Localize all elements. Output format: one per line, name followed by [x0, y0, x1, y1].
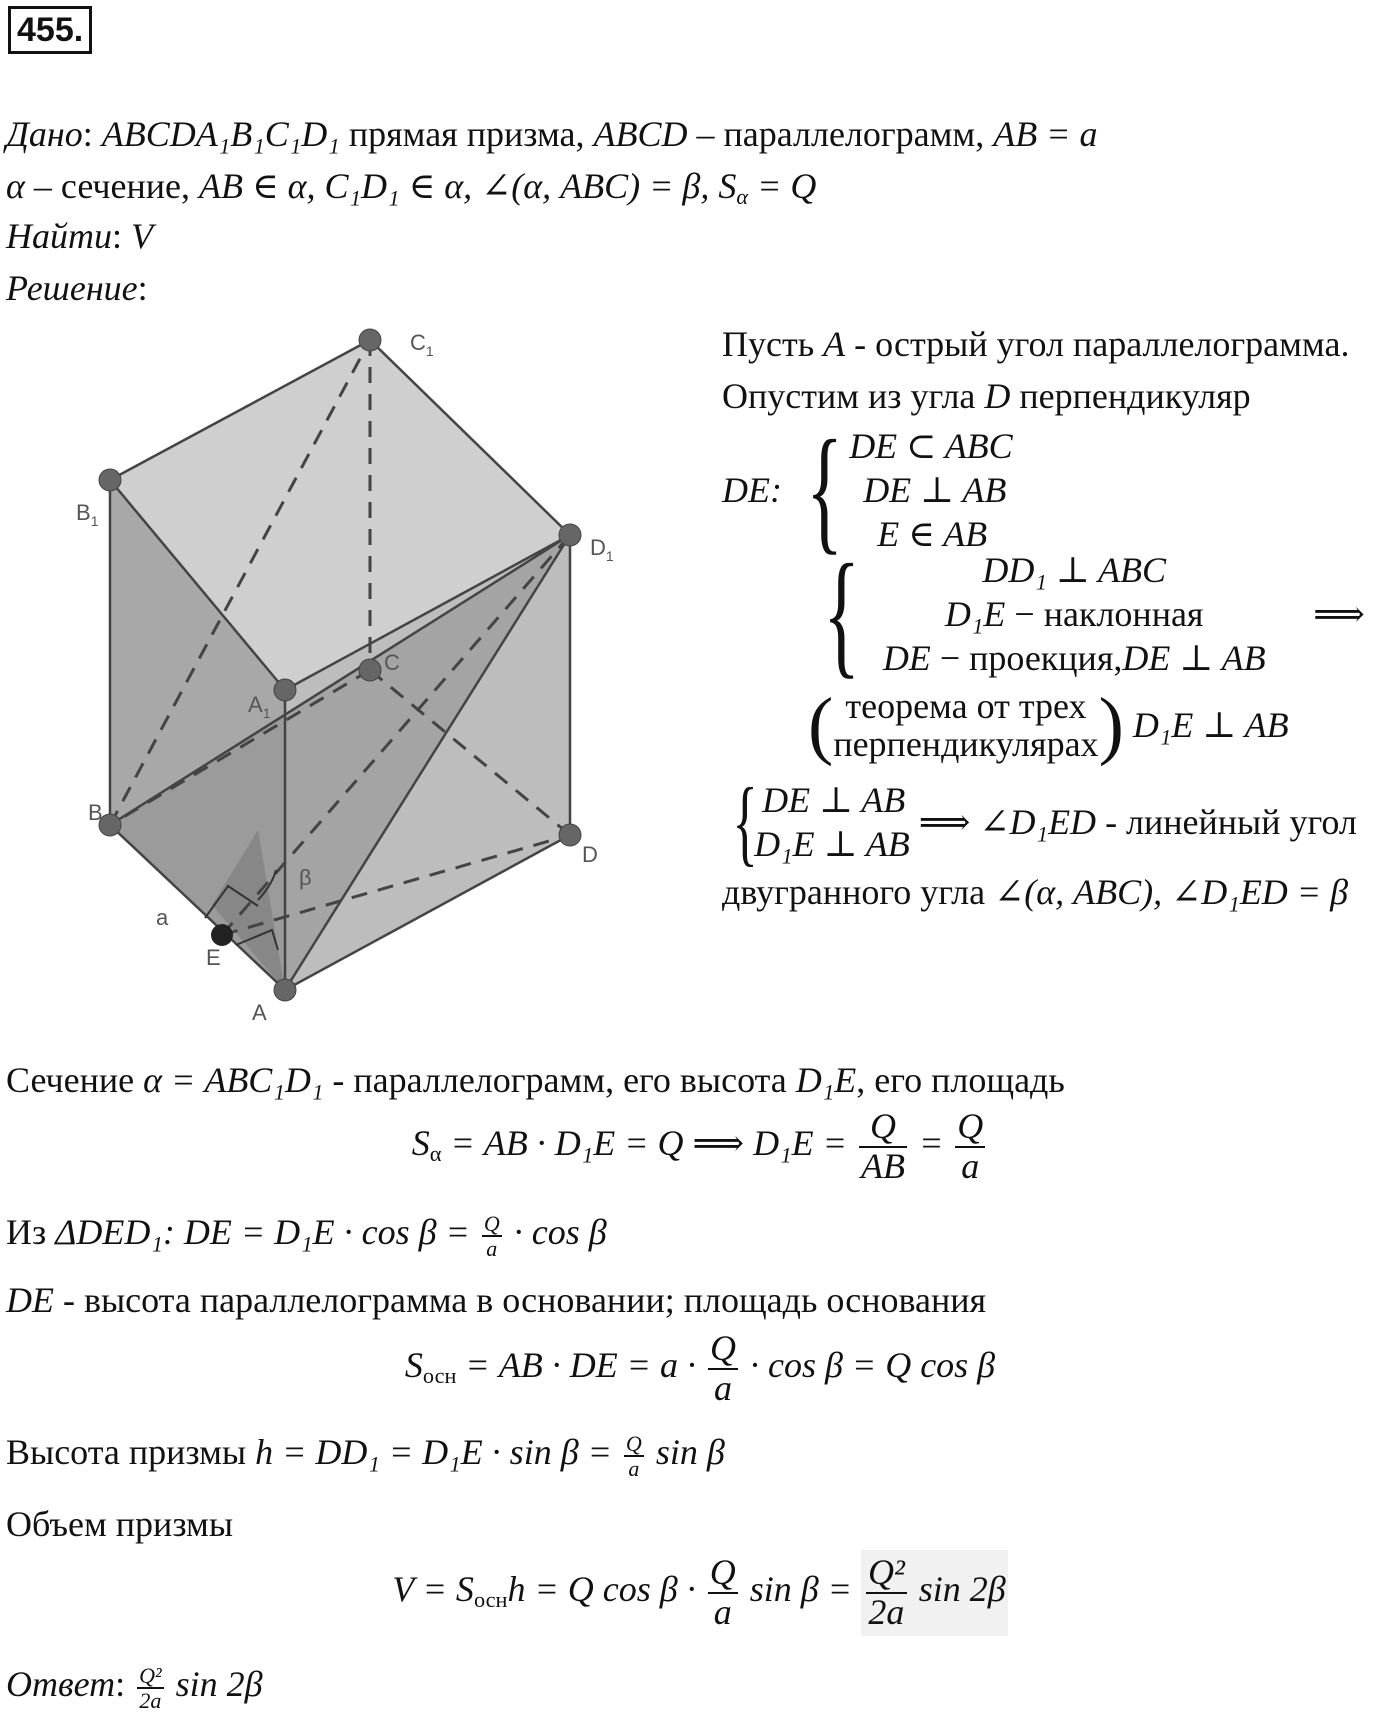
- label-side-a: a: [156, 905, 169, 930]
- answer-label: Ответ: [6, 1664, 116, 1704]
- label-b1: $B_1$: [76, 500, 99, 529]
- from-triangle-line: Из ΔDED₁: DE = D₁E · cos β = $\frac{Q}{a}$ · cos β: [6, 1210, 607, 1261]
- base-name: ABCD: [593, 114, 688, 154]
- volume-equation: $V = S_{осн}h = Q$ cos β · $\frac{Q}{a}$ sin β = $\frac{\text{Q²}}{2a}$ sin 2β: [0, 1550, 1400, 1636]
- find-label: Найти: [6, 216, 112, 256]
- system-linear-angle: { DE ⊥ AB D₁E ⊥ AB ⟹ ∠D₁ED - линейный угол: [732, 768, 1357, 875]
- given-text-1: прямая призма,: [348, 114, 585, 154]
- answer-value: sin 2β: [175, 1664, 263, 1704]
- implies-arrow: ⟹: [1313, 594, 1365, 634]
- point-e: [211, 924, 233, 946]
- system-three-perp: { DD₁ ⊥ ABC D₁E − наклонная DE − проекция,DE ⊥ AB ⟹: [823, 536, 1365, 691]
- label-c1: $C_1$: [410, 330, 434, 359]
- prism-figure: [0, 310, 700, 1030]
- given-ab: AB = a: [993, 114, 1098, 154]
- section-line: Сечение α = ABC₁D₁ - параллелограмм, его высота D₁E, его площадь: [6, 1060, 1065, 1100]
- theorem-result: D₁E ⊥ AB: [1132, 705, 1289, 745]
- given-label: Дано: [6, 114, 83, 154]
- given-alpha: α: [6, 166, 25, 206]
- prism-height-line: Высота призмы h = DD₁ = D₁E · sin β = $\frac{Q}{a}$ sin β: [6, 1430, 725, 1481]
- right-line-1: Пусть A - острый угол параллелограмма.: [722, 324, 1350, 364]
- find-line: Найти: V: [6, 216, 154, 256]
- given-line-2: [6, 164, 816, 219]
- label-b: B: [88, 800, 103, 825]
- de-label: DE:: [722, 470, 782, 510]
- equation-area: $S_\alpha$ = AB · D₁E = Q ⟹ D₁E = $\frac{Q}{AB}$ = $\frac{Q}{a}$: [411, 1106, 984, 1186]
- problem-number: 455.: [8, 6, 92, 54]
- given-text-2: – параллелограмм,: [696, 114, 985, 154]
- volume-label-line: Объем призмы: [6, 1504, 234, 1544]
- prism-name: ABCDA₁B₁C₁D₁: [101, 114, 340, 154]
- solution-line: Решение:: [6, 268, 148, 308]
- base-height-line: DE - высота параллелограмма в основании; площадь основания: [6, 1280, 987, 1320]
- label-d: D: [582, 842, 598, 867]
- label-a: A: [252, 1000, 267, 1025]
- given-conditions: AB ∈ α, C₁D₁ ∈ α, ∠(α, ABC) = β, $S_\alpha = Q$: [199, 166, 817, 210]
- label-e: E: [206, 945, 221, 970]
- theorem-line: ( теорема от трех перпендикулярах ) D₁E ⊥ AB: [808, 683, 1289, 767]
- find-value: V: [131, 216, 154, 256]
- answer-line: Ответ: $\frac{\text{Q²}}{2a}$ sin 2β: [6, 1662, 263, 1713]
- right-last-line: двугранного угла ∠(α, ABC), ∠D₁ED = β: [722, 872, 1349, 912]
- given-section-text: – сечение,: [33, 166, 190, 206]
- right-line-2: Опустим из угла D перпендикуляр: [722, 376, 1251, 416]
- label-a1: $A_1$: [248, 692, 271, 721]
- solution-label: Решение: [6, 268, 138, 308]
- base-area-equation: $S_{осн}$ = AB · DE = a · $\frac{Q}{a}$ · cos β = Q cos β: [404, 1328, 996, 1408]
- given-line-1: Дано: ABCDA₁B₁C₁D₁ прямая призма, ABCD – параллелограмм, AB = a: [6, 114, 1098, 154]
- label-d1: $D_1$: [590, 535, 614, 564]
- system-de: DE: { DE ⊂ ABC DE ⊥ AB E ∈ AB: [722, 412, 1013, 567]
- label-beta: β: [299, 865, 312, 890]
- label-c: C: [384, 650, 400, 675]
